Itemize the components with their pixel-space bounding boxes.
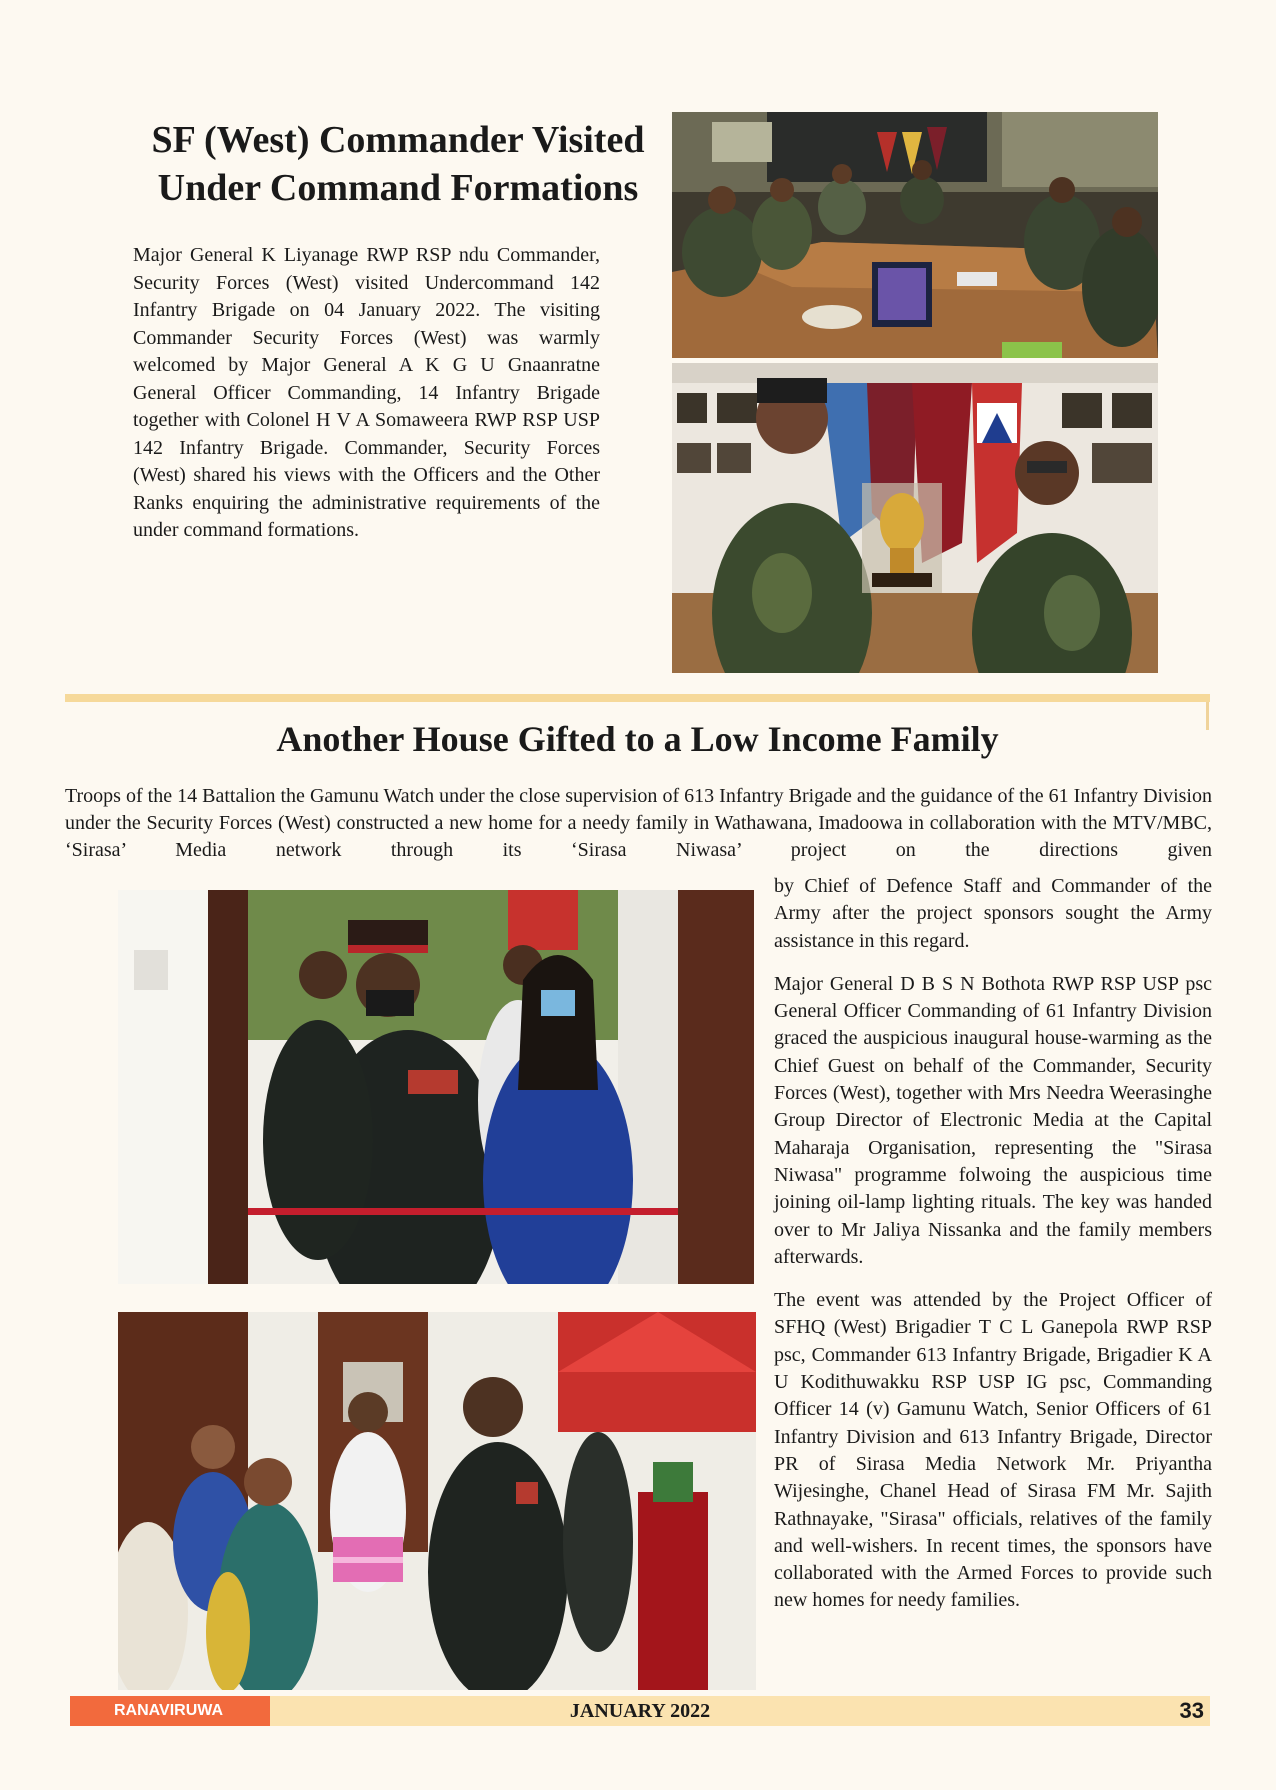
footer-brand: RANAVIRUWA	[70, 1696, 270, 1726]
article-2-paragraph: by Chief of Defence Staff and Commander of the Army after the project sponsors sought the Army assistance in this regard.	[774, 875, 1212, 952]
page-number: 33	[1179, 1698, 1204, 1723]
article-2-paragraph: The event was attended by the Project Officer of SFHQ (West) Brigadier T C L Ganepola RWP RSP psc, Commander 613 Infantry Brigade, Brigadier K A U Kodithuwakku RSP USP IG psc, Commanding Officer 14 (v) Gamunu Watch, Senior Officers of 61 Infantry Division and 613 Infantry Brigade, Director PR of Sirasa Media Network Mr. Priyantha Wijesinghe, Chanel Head of Sirasa FM Mr. Sajith Rathnayake, "Sirasa" officials, relatives of the family and well-wishers. In recent times, the sponsors have collaborated with the Armed Forces to provide such new homes for needy families.	[774, 1289, 1212, 1612]
article-1-title-line-2: Under Command Formations	[157, 167, 639, 209]
trophy-presentation-photo	[672, 363, 1158, 673]
meeting-room-photo	[672, 112, 1158, 358]
article-2-paragraph: Major General D B S N Bothota RWP RSP USP psc General Officer Commanding of 61 Infantry Division graced the auspicious inaugural house-warming as the Chief Guest on behalf of the Commander, Security Forces (West), together with Mrs Needra Weerasinghe Group Director of Electronic Media at the Capital Maharaja Organisation, representing the "Sirasa Niwasa" programme folwoing the auspicious time joining oil-lamp lighting rituals. The key was handed over to Mr Jaliya Nissanka and the family members afterwards.	[774, 972, 1212, 1268]
article-2-column	[774, 873, 1212, 1631]
ribbon-cutting-photo	[118, 890, 754, 1284]
footer-date: JANUARY 2022	[569, 1700, 711, 1722]
article-1-body: Major General K Liyanage RWP RSP ndu Commander, Security Forces (West) visited Undercommand 142 Infantry Brigade on 04 January 2022. The visiting Commander Security Forces (West) was warmly welcomed by Major General A K G U Gnaanratne General Officer Commanding, 14 Infantry Brigade together with Colonel H V A Somaweera RWP RSP USP 142 Infantry Brigade. Commander, Security Forces (West) shared his views with the Officers and the Other Ranks enquiring the administrative requirements of the under command formations.	[133, 244, 600, 541]
gift-handover-photo	[118, 1312, 756, 1690]
section-divider	[65, 694, 1210, 702]
article-2-title: Another House Gifted to a Low Income Family	[276, 719, 999, 759]
article-2-intro: Troops of the 14 Battalion the Gamunu Watch under the close supervision of 613 Infantry Brigade and the guidance of the 61 Infantry Division under the Security Forces (West) constructed a new home for a needy family in Wathawana, Imadoowa in collaboration with the MTV/MBC, ‘Sirasa’ Media network through its ‘Sirasa Niwasa’ project on the directions given	[65, 785, 1212, 861]
article-1-title	[128, 116, 668, 212]
article-1-title-line-1: SF (West) Commander Visited	[151, 119, 645, 161]
